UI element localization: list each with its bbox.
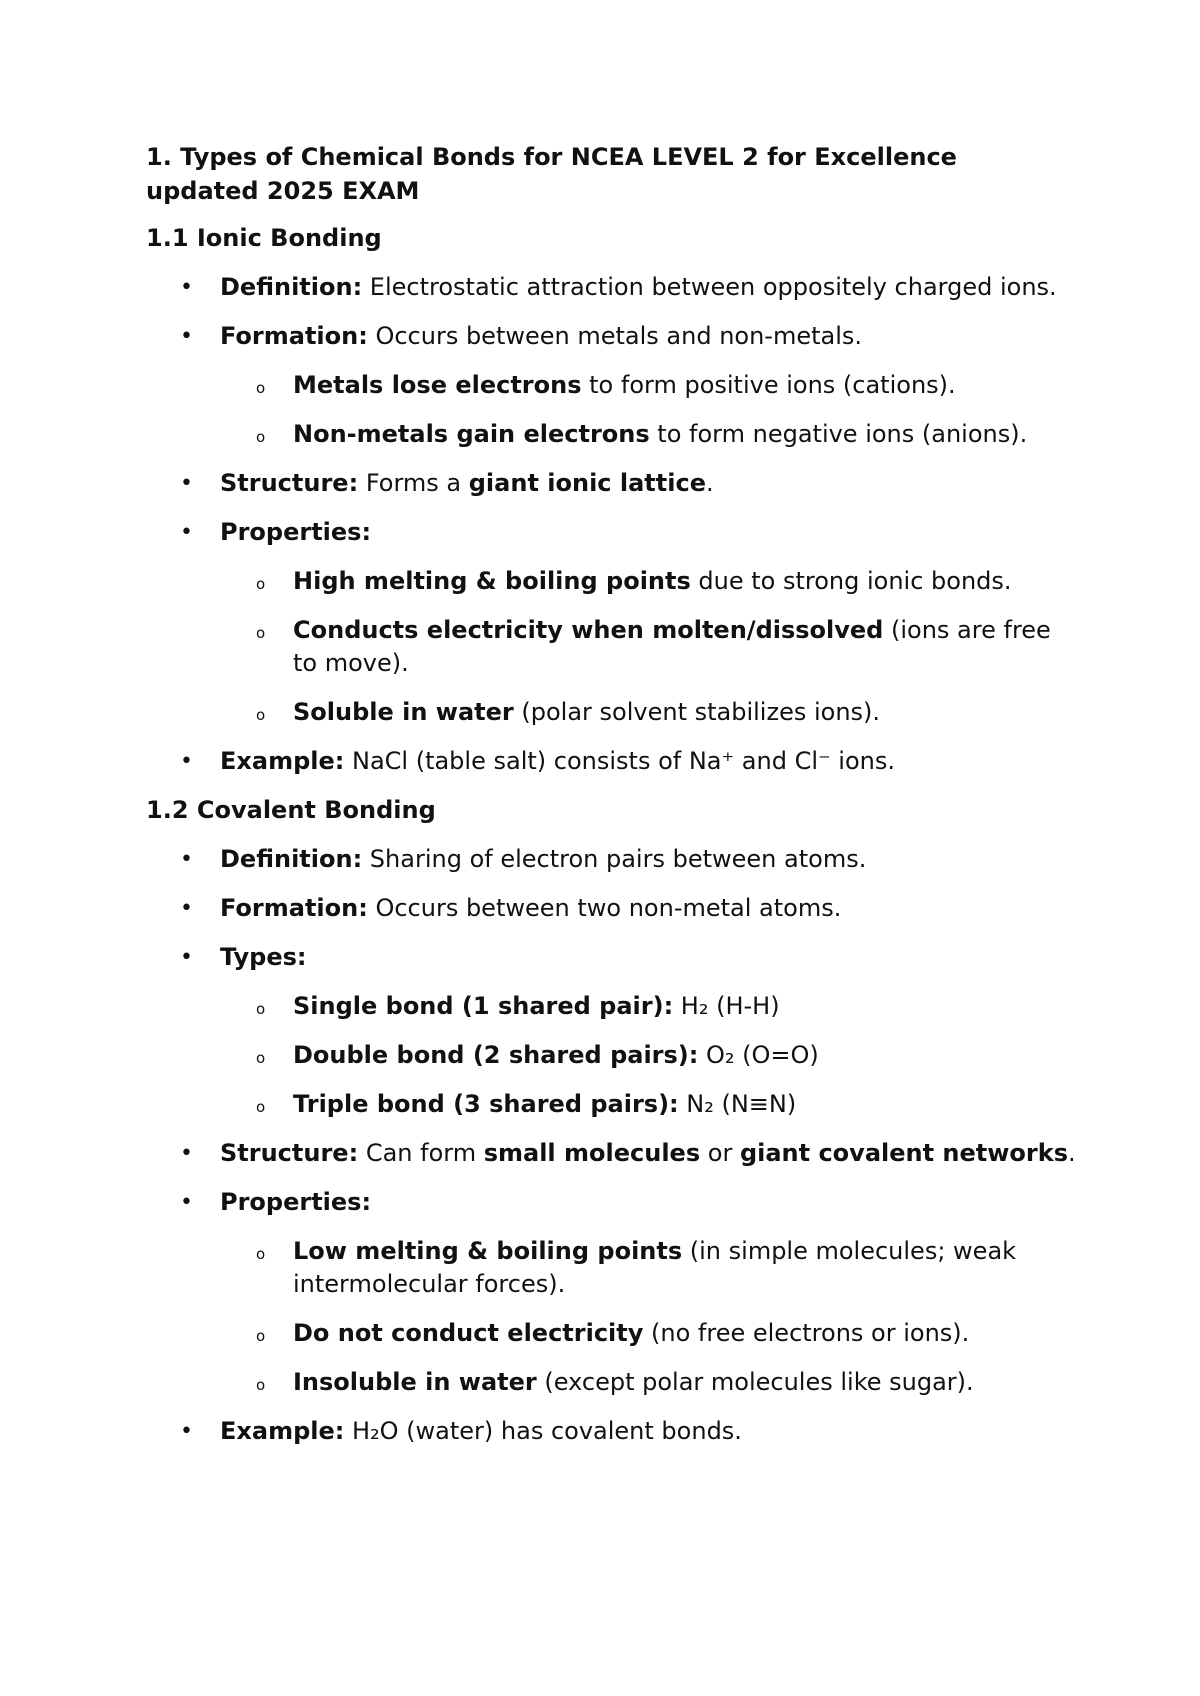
item-label: Properties:: [220, 1188, 372, 1216]
ionic-list: [146, 271, 1076, 778]
item-emphasis: small molecules: [483, 1139, 701, 1167]
sub-item-label: Triple bond (3 shared pairs):: [293, 1090, 679, 1118]
sub-item: [220, 614, 1076, 680]
sub-item-label: Double bond (2 shared pairs):: [293, 1041, 699, 1069]
document-body: [146, 140, 1076, 1464]
item-text: Occurs between metals and non-metals.: [367, 322, 863, 350]
covalent-list: [146, 843, 1076, 1448]
sub-item-label: Soluble in water: [293, 698, 514, 726]
item-label: Structure:: [220, 1139, 359, 1167]
list-item-structure: [146, 467, 1076, 500]
sub-item-text: due to strong ionic bonds.: [690, 567, 1012, 595]
item-text: Occurs between two non-metal atoms.: [367, 894, 842, 922]
sub-list: [220, 369, 1076, 451]
section-heading-ionic: 1.1 Ionic Bonding: [146, 224, 382, 252]
sub-item-text: O₂ (O=O): [698, 1041, 819, 1069]
item-text: Can form: [358, 1139, 484, 1167]
sub-item: [220, 1317, 1076, 1350]
section-heading-covalent: 1.2 Covalent Bonding: [146, 796, 436, 824]
sub-item-label: Low melting & boiling points: [293, 1237, 683, 1265]
item-label: Example:: [220, 1417, 345, 1445]
item-label: Properties:: [220, 518, 372, 546]
sub-item: [220, 418, 1076, 451]
sub-item-label: Conducts electricity when molten/dissolved: [293, 616, 884, 644]
list-item-structure: [146, 1137, 1076, 1170]
sub-list: [220, 990, 1076, 1121]
sub-list: [220, 1235, 1076, 1399]
list-item-definition: [146, 271, 1076, 304]
sub-list: [220, 565, 1076, 729]
sub-item-text: N₂ (N≡N): [678, 1090, 797, 1118]
sub-item-text: to form positive ions (cations).: [581, 371, 956, 399]
sub-item: [220, 990, 1076, 1023]
sub-item-label: Do not conduct electricity: [293, 1319, 644, 1347]
sub-item-label: Non-metals gain electrons: [293, 420, 650, 448]
item-text: Forms a: [358, 469, 469, 497]
item-emphasis: giant ionic lattice: [468, 469, 706, 497]
item-label: Formation:: [220, 894, 368, 922]
sub-item: [220, 565, 1076, 598]
sub-item-text: to form negative ions (anions).: [649, 420, 1028, 448]
sub-item: [220, 696, 1076, 729]
item-label: Types:: [220, 943, 307, 971]
list-item-types: [146, 941, 1076, 1121]
sub-item: [220, 1039, 1076, 1072]
sub-item: [220, 369, 1076, 402]
sub-item-text: (except polar molecules like sugar).: [536, 1368, 974, 1396]
sub-item-text: H₂ (H-H): [673, 992, 780, 1020]
item-text: H₂O (water) has covalent bonds.: [344, 1417, 742, 1445]
list-item-definition: [146, 843, 1076, 876]
sub-item-label: Insoluble in water: [293, 1368, 537, 1396]
item-text: Electrostatic attraction between oppositely charged ions.: [362, 273, 1057, 301]
sub-item: [220, 1235, 1076, 1301]
item-text: .: [1068, 1139, 1076, 1167]
sub-item-text: (no free electrons or ions).: [643, 1319, 970, 1347]
item-label: Example:: [220, 747, 345, 775]
list-item-formation: [146, 320, 1076, 451]
sub-item-text: (ions are free to move).: [293, 616, 1051, 677]
item-text: .: [705, 469, 714, 497]
list-item-properties: [146, 516, 1076, 729]
item-label: Formation:: [220, 322, 368, 350]
sub-item-text: (polar solvent stabilizes ions).: [513, 698, 881, 726]
sub-item-label: Single bond (1 shared pair):: [293, 992, 674, 1020]
sub-item-text: (in simple molecules; weak intermolecular forces).: [293, 1237, 1017, 1298]
item-text: NaCl (table salt) consists of Na⁺ and Cl⁻ ions.: [344, 747, 895, 775]
sub-item-label: High melting & boiling points: [293, 567, 691, 595]
list-item-example: [146, 745, 1076, 778]
item-label: Definition:: [220, 273, 363, 301]
item-text: or: [700, 1139, 740, 1167]
item-label: Definition:: [220, 845, 363, 873]
document-title: 1. Types of Chemical Bonds for NCEA LEVEL 2 for Excellence updated 2025 EXAM: [146, 143, 957, 205]
list-item-properties: [146, 1186, 1076, 1399]
item-text: Sharing of electron pairs between atoms.: [362, 845, 867, 873]
sub-item: [220, 1088, 1076, 1121]
item-label: Structure:: [220, 469, 359, 497]
list-item-example: [146, 1415, 1076, 1448]
sub-item: [220, 1366, 1076, 1399]
item-emphasis: giant covalent networks: [739, 1139, 1069, 1167]
sub-item-label: Metals lose electrons: [293, 371, 582, 399]
list-item-formation: [146, 892, 1076, 925]
